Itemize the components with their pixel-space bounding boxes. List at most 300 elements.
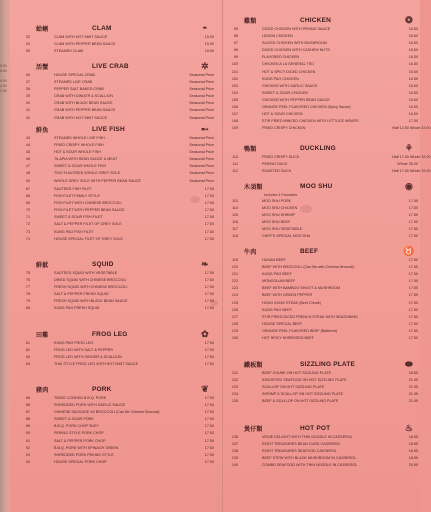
item-price: Seasonal Price xyxy=(189,101,214,106)
item-name: FISH FILET FAMILY STYLE xyxy=(54,194,100,199)
item-price: 17.50 xyxy=(408,328,418,333)
menu-item[interactable] xyxy=(224,292,420,299)
menu-item[interactable] xyxy=(16,340,216,347)
item-name: FRESH SQUID WITH BLACK BEAN SAUCE xyxy=(54,299,128,304)
item-name: BEEF WITH GREEN PEPPER xyxy=(262,293,313,298)
item-number: 104 xyxy=(231,90,238,95)
item-price: 17.50 xyxy=(408,119,418,124)
menu-item[interactable] xyxy=(16,207,216,214)
item-number: 76 xyxy=(25,278,30,283)
menu-item[interactable] xyxy=(16,163,216,170)
menu-item[interactable] xyxy=(224,307,420,314)
item-name: ASSORTED SEAFOOD ON HOT SIZZLING PLATE xyxy=(262,378,347,383)
item-name: DICED CHICKEN WITH PEKING SAUCE xyxy=(262,27,331,31)
item-name: VEGIE DELIGHT WITH THIN NOODLE IN CASSEROL xyxy=(262,435,353,439)
item-name: MOO SHU SHRIMP xyxy=(262,213,295,218)
menu-page xyxy=(10,0,431,512)
item-price: 21.95 xyxy=(408,378,418,383)
item-number: 74 xyxy=(25,236,30,241)
item-name: DRIED SQUID WITH CHINESE BROCCOLI xyxy=(54,278,127,283)
item-price: Seasonal Price xyxy=(189,178,214,183)
item-price: 17.50 xyxy=(408,227,418,232)
menu-item[interactable] xyxy=(224,40,420,47)
menu-item[interactable] xyxy=(16,291,216,298)
section-title: FROG LEG xyxy=(92,330,128,338)
item-name: HOT SPICY SHREDDED BEEF xyxy=(262,336,315,341)
menu-item[interactable] xyxy=(16,361,216,368)
item-number: 83 xyxy=(25,355,30,360)
item-price: 17.50 xyxy=(204,236,214,241)
item-number: 67 xyxy=(25,187,30,191)
item-price: 17.50 xyxy=(408,307,418,312)
item-name: SHRIMP & SCALLOP ON HOT SIZZLING PLATE xyxy=(262,392,344,397)
item-name: HOT & SPICY DICED CHICKEN xyxy=(262,69,316,74)
item-price: 17.50 xyxy=(204,417,214,422)
item-number: 130 xyxy=(231,336,238,341)
item-name: SAUTEED FISH FILET xyxy=(54,187,92,191)
item-price: 17.50 xyxy=(408,213,418,218)
item-number: 91 xyxy=(25,438,30,443)
menu-item[interactable] xyxy=(16,193,216,200)
item-number: 98 xyxy=(233,48,238,53)
item-number: 71 xyxy=(25,215,30,220)
menu-item[interactable] xyxy=(16,305,216,312)
item-price: 17.50 xyxy=(204,348,214,353)
chicken-icon: ❂ xyxy=(405,15,413,25)
section-title-zh: 鮮魷 xyxy=(36,262,49,269)
menu-item[interactable] xyxy=(16,347,216,354)
item-name: FISH FILET WITH PEPPER BEAN SAUCE xyxy=(54,208,125,213)
stain-mark xyxy=(300,205,312,213)
item-price: Seasonal Price xyxy=(189,150,214,155)
menu-item[interactable] xyxy=(224,370,420,377)
section-title: PORK xyxy=(92,385,112,393)
menu-item[interactable] xyxy=(16,93,216,100)
menu-item[interactable] xyxy=(16,430,216,437)
item-name: STEAMED CLAM xyxy=(54,49,84,54)
item-number: 69 xyxy=(25,201,30,206)
item-name: CHICKEN WITH PEPPER BEAN SAUCE xyxy=(262,97,330,102)
section-title-zh: 豬肉 xyxy=(36,387,49,394)
menu-item[interactable] xyxy=(224,226,420,233)
section-title: SIZZLING PLATE xyxy=(300,360,356,368)
item-number: 107 xyxy=(231,112,238,117)
item-number: 77 xyxy=(25,285,30,290)
item-name: FRIED CRISPY CHICKEN xyxy=(262,126,306,131)
item-name: CHICKEN WITH GARLIC SAUCE xyxy=(262,83,318,88)
menu-item[interactable] xyxy=(16,298,216,305)
item-number: 109 xyxy=(231,126,238,131)
menu-item[interactable] xyxy=(224,161,420,168)
item-number: 78 xyxy=(25,292,30,297)
item-price: 16.50 xyxy=(408,48,418,53)
section-title: LIVE FISH xyxy=(92,125,125,133)
section-heading xyxy=(224,422,420,434)
menu-item[interactable] xyxy=(16,142,216,149)
item-number: 135 xyxy=(231,399,238,404)
menu-item[interactable] xyxy=(16,277,216,284)
menu-section-frog-leg xyxy=(16,328,216,368)
item-number: 105 xyxy=(231,97,238,102)
menu-item[interactable] xyxy=(16,135,216,142)
section-heading xyxy=(224,142,420,154)
item-name: MOO SHU VEGETABLE xyxy=(262,227,303,232)
menu-item[interactable] xyxy=(16,270,216,277)
item-name: SWEET & SOUR WHOLE FISH xyxy=(54,164,107,169)
section-heading xyxy=(224,180,420,192)
item-price: 17.50 xyxy=(204,424,214,429)
menu-item[interactable] xyxy=(224,205,420,212)
item-price: 21.95 xyxy=(408,392,418,397)
item-number: 136 xyxy=(231,435,238,439)
item-name: WHOLE GREY SOLE WITH PEPPER BEAN SAUCE xyxy=(54,178,142,183)
menu-item[interactable] xyxy=(16,438,216,445)
item-name: MOO SHU BEEF xyxy=(262,220,291,225)
item-price: 17.50 xyxy=(204,194,214,199)
item-name: FRIED CRISPY DUCK xyxy=(262,155,300,159)
menu-item[interactable] xyxy=(224,462,420,469)
item-number: 110 xyxy=(232,155,238,159)
section-heading xyxy=(224,358,420,370)
section-heading xyxy=(16,383,216,395)
item-name: TILAPIA WITH BEAN SAUCE & MEAT xyxy=(54,157,118,162)
section-heading xyxy=(224,245,420,257)
menu-item[interactable] xyxy=(16,236,216,243)
menu-item[interactable] xyxy=(224,434,420,441)
item-price: 16.50 xyxy=(408,105,418,110)
item-name: KUNG PAO BEEF xyxy=(262,307,292,312)
item-name: MOO SHU CHICKEN xyxy=(262,206,298,211)
item-name: COMBO SEAFOOD WITH THIN NOODLE IN CASSEROL xyxy=(262,463,358,468)
menu-item[interactable] xyxy=(16,178,216,185)
menu-item[interactable] xyxy=(16,395,216,402)
item-name: SLICED CHICKEN WITH MUSHROOM xyxy=(262,41,327,46)
menu-item[interactable] xyxy=(224,377,420,384)
item-number: 48 xyxy=(25,171,30,176)
item-number: 123 xyxy=(231,286,238,291)
item-price: 16.50 xyxy=(408,76,418,81)
item-number: 73 xyxy=(25,229,30,234)
section-heading xyxy=(16,22,216,34)
menu-item[interactable] xyxy=(224,76,420,83)
menu-item[interactable] xyxy=(16,34,216,41)
menu-item[interactable] xyxy=(16,107,216,114)
item-number: 113 xyxy=(232,199,238,203)
menu-item[interactable] xyxy=(224,391,420,398)
cow-icon: ♉ xyxy=(403,246,415,256)
menu-item[interactable] xyxy=(224,47,420,54)
item-price: 17.50 xyxy=(204,452,214,457)
menu-item[interactable] xyxy=(224,26,420,33)
menu-item[interactable] xyxy=(224,278,420,285)
section-title: LIVE CRAB xyxy=(92,62,129,70)
menu-item[interactable] xyxy=(16,459,216,466)
section-title: CLAM xyxy=(92,24,112,32)
item-price: 17.50 xyxy=(204,201,214,206)
item-number: 133 xyxy=(231,385,238,390)
item-number: 97 xyxy=(233,41,238,46)
menu-section-live-crab xyxy=(16,60,216,122)
item-price: 16.50 xyxy=(408,112,418,117)
item-number: 89 xyxy=(25,424,30,429)
item-price: Seasonal Price xyxy=(189,94,214,99)
item-number: 137 xyxy=(231,442,238,447)
menu-item[interactable] xyxy=(16,200,216,207)
item-price: 17.50 xyxy=(408,265,418,270)
menu-item[interactable] xyxy=(224,257,420,264)
menu-item[interactable] xyxy=(224,125,431,132)
menu-item[interactable] xyxy=(224,264,420,271)
item-number: 103 xyxy=(231,83,238,88)
item-price: Seasonal Price xyxy=(189,80,214,85)
item-number: 44 xyxy=(25,143,30,148)
item-number: 139 xyxy=(231,456,238,461)
item-number: 119 xyxy=(232,258,238,262)
section-heading xyxy=(16,328,216,340)
menu-item[interactable] xyxy=(16,445,216,452)
item-number: 88 xyxy=(25,417,30,422)
menu-item[interactable] xyxy=(224,321,420,328)
item-name: HOUSE SPECIAL CRAB xyxy=(54,73,95,77)
item-price: 17.50 xyxy=(408,293,418,298)
menu-item[interactable] xyxy=(224,271,420,278)
item-number: 72 xyxy=(25,222,30,227)
item-number: 131 xyxy=(231,371,238,375)
menu-item[interactable] xyxy=(16,221,216,228)
item-price: 17.50 xyxy=(408,199,418,203)
menu-section-hot-pot xyxy=(224,422,420,469)
menu-item[interactable] xyxy=(224,111,420,118)
item-number: 85 xyxy=(25,396,30,400)
menu-item[interactable] xyxy=(224,90,420,97)
item-price: 15.90 xyxy=(204,49,214,54)
item-price: 17.50 xyxy=(204,271,214,275)
item-name: ORANGE PEEL FLAVORED BEEF (Battered) xyxy=(262,328,337,333)
item-price: 17.50 xyxy=(408,336,418,341)
menu-section-duckling xyxy=(224,142,431,175)
item-name: CRAB WITH GINGER & SCALLION xyxy=(54,94,114,99)
item-price: 17.50 xyxy=(408,206,418,211)
item-price: 17.50 xyxy=(204,438,214,443)
menu-item[interactable] xyxy=(224,335,420,342)
item-number: 37 xyxy=(25,80,30,85)
item-number: 122 xyxy=(231,279,238,284)
menu-section-clam xyxy=(16,22,216,55)
item-name: KUNG PAO BEEF xyxy=(262,272,292,277)
menu-item[interactable] xyxy=(224,54,420,61)
section-title-zh: 牛肉 xyxy=(244,249,257,256)
item-name: KUNG PAO FRESH SQUID xyxy=(54,306,100,311)
duck-icon: ⚘ xyxy=(404,143,414,153)
menu-item[interactable] xyxy=(224,168,431,175)
item-price: 18.95 xyxy=(408,442,418,447)
item-name: ROASTED DUCK xyxy=(262,169,292,174)
edge-price: 2.50 xyxy=(0,89,7,93)
item-number: 81 xyxy=(25,341,30,345)
item-name: SHREDDED PORK WITH GARLIC SAUCE xyxy=(54,403,126,408)
column-divider xyxy=(222,0,223,512)
menu-item[interactable] xyxy=(16,284,216,291)
menu-item[interactable] xyxy=(224,285,420,292)
menu-item[interactable] xyxy=(224,328,420,335)
item-name: FRESH SQUID WITH CHINESE BROCCOLI xyxy=(54,285,128,290)
item-price: Seasonal Price xyxy=(189,143,214,148)
item-price: 17.50 xyxy=(204,215,214,220)
item-number: 34 xyxy=(25,42,30,47)
item-name: FROG LEG WITH GINGER & SCALLION xyxy=(54,355,122,360)
menu-item[interactable] xyxy=(224,384,420,391)
item-price: 17.50 xyxy=(408,321,418,326)
item-name: MONGOLIAN BEEF xyxy=(262,279,296,284)
item-number: 120 xyxy=(231,265,238,270)
item-name: LEMON CHICKEN xyxy=(262,34,293,39)
item-price: 16.50 xyxy=(408,34,418,39)
item-price: 16.50 xyxy=(408,55,418,60)
menu-item[interactable] xyxy=(224,300,420,307)
menu-item[interactable] xyxy=(16,115,216,122)
section-title: SQUID xyxy=(92,260,114,268)
section-title-zh: 蛤蜊 xyxy=(36,26,49,33)
menu-item[interactable] xyxy=(224,219,420,226)
menu-item[interactable] xyxy=(16,86,216,93)
item-name: FROG LEG WITH SALT & PEPPER xyxy=(54,348,113,353)
item-number: 96 xyxy=(233,34,238,39)
item-number: 111 xyxy=(232,162,238,167)
menu-item[interactable] xyxy=(16,402,216,409)
item-price: 17.50 xyxy=(204,187,214,191)
pig-icon: ❦ xyxy=(201,384,209,394)
item-name: ORANGE PEEL FLAVORED CHICKEN (Spicy Sauce) xyxy=(262,105,351,110)
item-price: 17.50 xyxy=(204,355,214,360)
item-price: Half 12.50 Whole 22.00 xyxy=(392,126,431,131)
menu-item[interactable] xyxy=(16,72,216,79)
menu-section-fish-filet xyxy=(16,186,216,243)
section-title-zh: 木須類 xyxy=(244,184,263,191)
item-name: CRAB WITH HOT MINT SAUCE xyxy=(54,115,108,120)
item-price: 21.95 xyxy=(408,385,418,390)
menu-item[interactable] xyxy=(16,100,216,107)
item-number: 132 xyxy=(231,378,238,383)
menu-item[interactable] xyxy=(16,79,216,86)
item-name: THAI STYLE FROG LEG WITH HOT MINT SAUCE xyxy=(54,362,139,367)
item-name: PEKING DUCK xyxy=(262,162,288,167)
item-name: SWEET & SOUR FISH FILET xyxy=(54,215,103,220)
item-price: 18.50 xyxy=(408,371,418,375)
item-number: 45 xyxy=(25,150,30,155)
item-price: 15.90 xyxy=(204,35,214,39)
menu-item[interactable] xyxy=(16,214,216,221)
item-number: 95 xyxy=(233,27,238,31)
menu-item[interactable] xyxy=(224,154,431,161)
item-price: 17.50 xyxy=(408,286,418,291)
menu-item[interactable] xyxy=(224,69,420,76)
item-name: BEEF WITH BROCCOLI (Can Be with Chinese Broccoli) xyxy=(262,265,355,270)
item-price: 17.50 xyxy=(204,445,214,450)
menu-item[interactable] xyxy=(224,83,420,90)
menu-item[interactable] xyxy=(224,118,420,125)
item-number: 92 xyxy=(25,445,30,450)
item-number: 115 xyxy=(232,213,238,218)
item-name: B.B.Q. PORK CHOP SUEY xyxy=(54,424,100,429)
item-price: 17.50 xyxy=(204,341,214,345)
menu-item[interactable] xyxy=(224,212,420,219)
menu-item[interactable] xyxy=(224,441,420,448)
item-price: 18.95 xyxy=(408,456,418,461)
item-price: 17.50 xyxy=(408,272,418,277)
section-heading xyxy=(16,258,216,270)
menu-item[interactable] xyxy=(16,41,216,48)
item-name: HONG KONG STEAK (Beef Chunk) xyxy=(262,300,321,305)
item-price: 21.95 xyxy=(408,399,418,404)
squid-icon: ❧ xyxy=(201,259,209,269)
item-price: 16.50 xyxy=(408,41,418,46)
menu-item[interactable] xyxy=(224,448,420,455)
item-name: BEEF CHUNK ON HOT SIZZLING PLATE xyxy=(262,371,332,375)
menu-item[interactable] xyxy=(224,314,420,321)
menu-item[interactable] xyxy=(224,97,420,104)
item-number: 90 xyxy=(25,431,30,436)
crab-icon: ✲ xyxy=(201,61,209,71)
item-number: 93 xyxy=(25,452,30,457)
menu-item[interactable] xyxy=(16,452,216,459)
item-name: PEPPER SALT BAKED CRAB xyxy=(54,87,104,92)
item-number: 94 xyxy=(25,459,30,464)
item-name: HOUSE SPECIAL BEEF xyxy=(262,321,303,326)
menu-item[interactable] xyxy=(224,33,420,40)
menu-item[interactable] xyxy=(224,398,420,405)
item-price: Seasonal Price xyxy=(189,136,214,140)
menu-item[interactable] xyxy=(224,455,420,462)
menu-item[interactable] xyxy=(16,354,216,361)
item-name: BEEF WITH BAMBOO SHOOT & MUSHROOM xyxy=(262,286,341,291)
menu-item[interactable] xyxy=(224,104,420,111)
menu-item[interactable] xyxy=(224,198,420,205)
menu-item[interactable] xyxy=(16,149,216,156)
item-price: 17.50 xyxy=(204,396,214,400)
menu-section-live-fish xyxy=(16,123,216,185)
item-number: 108 xyxy=(231,119,238,124)
menu-item[interactable] xyxy=(16,416,216,423)
menu-item[interactable] xyxy=(16,48,216,55)
item-name: STEAMED LIVE CRAB xyxy=(54,80,93,85)
menu-item[interactable] xyxy=(16,229,216,236)
menu-item[interactable] xyxy=(16,170,216,177)
section-title-zh: 田雞 xyxy=(36,332,49,339)
item-number: 41 xyxy=(25,108,30,113)
item-number: 75 xyxy=(25,271,30,275)
menu-item[interactable] xyxy=(16,186,216,193)
fish-icon: ➸ xyxy=(201,124,209,134)
menu-item[interactable] xyxy=(16,409,216,416)
item-number: 127 xyxy=(231,314,238,319)
menu-section-squid xyxy=(16,258,216,313)
item-price: 17.50 xyxy=(204,292,214,297)
menu-item[interactable] xyxy=(16,156,216,163)
item-name: STIR FRIED DICED FRENCH STEAK WITH SEASONING xyxy=(262,314,358,319)
item-name: B.B.Q. PORK WITH SPINACH GREEN xyxy=(54,445,119,450)
item-name: TWICE COOKED B.B.Q. PORK xyxy=(54,396,107,400)
item-price: 17.50 xyxy=(204,362,214,367)
menu-item[interactable] xyxy=(224,61,420,68)
item-name: CRAB WITH PEPPER BEAN SAUCE xyxy=(54,108,116,113)
item-number: 70 xyxy=(25,208,30,213)
menu-item[interactable] xyxy=(16,423,216,430)
section-title-zh: 活蟹 xyxy=(36,64,49,71)
item-number: 80 xyxy=(25,306,30,311)
menu-item[interactable] xyxy=(224,233,420,240)
item-price: 17.50 xyxy=(408,300,418,305)
section-title-zh: 鮮魚 xyxy=(36,127,49,134)
